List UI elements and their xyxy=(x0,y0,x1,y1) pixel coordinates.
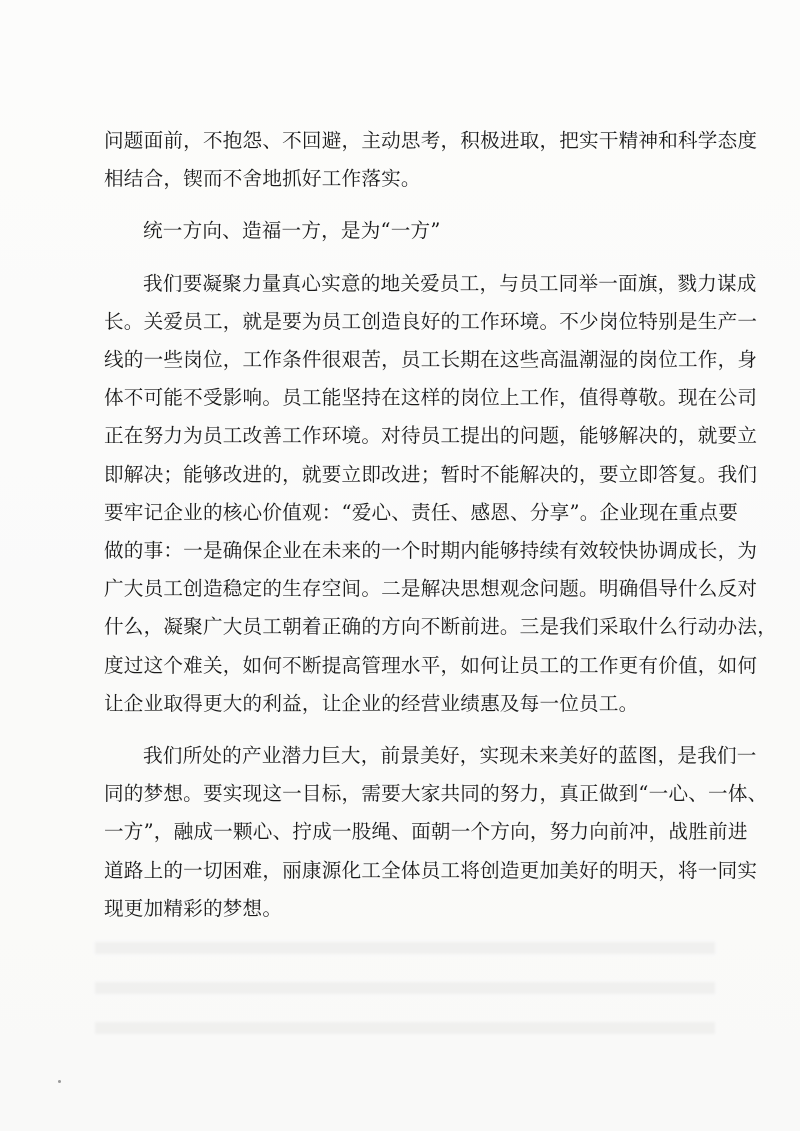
text-line: 同的梦想。要实现这一目标，需要大家共同的努力，真正做到“一心、一体、 xyxy=(104,782,768,806)
text-line: 现更加精彩的梦想。 xyxy=(104,896,283,920)
text-line: 我们所处的产业潜力巨大，前景美好，实现未来美好的蓝图，是我们一 xyxy=(143,744,757,768)
text-line: 度过这个难关，如何不断提高管理水平，如何让员工的工作更有价值，如何 xyxy=(104,653,758,677)
text-line: 正在努力为员工改善工作环境。对待员工提出的问题，能够解决的，就要立 xyxy=(104,424,758,448)
text-line: 问题面前，不抱怨、不回避，主动思考，积极进取，把实干精神和科学态度 xyxy=(104,129,758,152)
text-line: 做的事：一是确保企业在未来的一个时期内能够持续有效较快协调成长，为 xyxy=(104,539,758,563)
text-line: 让企业取得更大的利益，让企业的经营业绩惠及每一位员工。 xyxy=(104,691,639,715)
body-text xyxy=(104,122,777,928)
scan-speck xyxy=(58,1080,61,1083)
text-line: 即解决；能够改进的，就要立即改进；暂时不能解决的，要立即答复。我们 xyxy=(104,462,758,486)
text-line: 我们要凝聚力量真心实意的地关爱员工，与员工同举一面旗，戮力谋成 xyxy=(143,271,757,295)
text-line: 道路上的一切困难，丽康源化工全体员工将创造更加美好的明天，将一同实 xyxy=(104,858,758,882)
section-heading: 统一方向、造福一方，是为“一方” xyxy=(143,219,441,243)
text-line: 线的一些岗位，工作条件很艰苦，员工长期在这些高温潮湿的岗位工作，身 xyxy=(104,348,758,372)
text-line: 长。关爱员工，就是要为员工创造良好的工作环境。不少岗位特别是生产一 xyxy=(104,309,758,333)
bleed-through-shadow xyxy=(95,920,715,1050)
text-line: 广大员工创造稳定的生存空间。二是解决思想观念问题。明确倡导什么反对 xyxy=(104,577,758,601)
text-line: 体不可能不受影响。员工能坚持在这样的岗位上工作，值得尊敬。现在公司 xyxy=(104,386,758,410)
text-line: 什么，凝聚广大员工朝着正确的方向不断前进。三是我们采取什么行动办法， xyxy=(104,615,777,639)
text-line: 一方”，融成一颗心、拧成一股绳、面朝一个方向，努力向前冲，战胜前进 xyxy=(104,820,748,844)
text-line: 相结合，锲而不舍地抓好工作落实。 xyxy=(104,167,421,191)
text-line: 要牢记企业的核心价值观：“爱心、责任、感恩、分享”。企业现在重点要 xyxy=(104,500,739,524)
